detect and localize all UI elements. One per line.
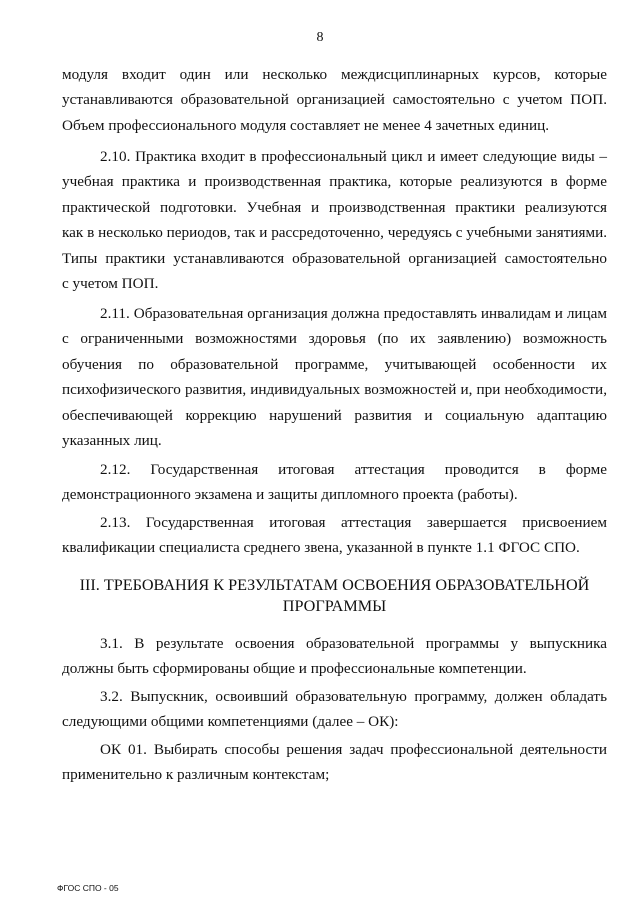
- text-line: 2.12. Государственная итоговая аттестация проводится в форме: [100, 461, 607, 478]
- text-line: 3.1. В результате освоения образовательной программы у выпускника: [100, 635, 607, 652]
- text-line: обучения по образовательной программе, учитывающей особенности их: [62, 355, 607, 373]
- text-line: демонстрационного экзамена и защиты дипломного проекта (работы).: [62, 486, 518, 504]
- text-line: следующими общими компетенциями (далее – ОК):: [62, 713, 399, 731]
- paragraph-2-11: [62, 301, 607, 453]
- text-line: Типы практики устанавливаются образовательной организацией самостоятельно: [62, 249, 607, 267]
- paragraph-2-13: [62, 510, 607, 561]
- text-line: устанавливаются образовательной организацией самостоятельно с учетом ПОП.: [62, 91, 607, 109]
- paragraph-3-2: [62, 684, 607, 735]
- text-line: психофизического развития, индивидуальных возможностей и, при необходимости,: [62, 381, 607, 399]
- section-heading: [62, 575, 607, 617]
- page-number: 8: [316, 30, 324, 45]
- text-line: практической подготовки. Учебная и производственная практики реализуются: [62, 198, 607, 216]
- text-line: Объем профессионального модуля составляет не менее 4 зачетных единиц.: [62, 116, 550, 134]
- competency-ok-01: [62, 737, 607, 788]
- paragraph-2-10: [62, 144, 607, 296]
- text-line: 3.2. Выпускник, освоивший образовательную программу, должен обладать: [100, 688, 607, 705]
- text-line: учебная практика и производственная практика, которые реализуются в форме: [62, 173, 607, 191]
- text-line: обеспечивающей коррекцию нарушений развития и социальную адаптацию: [62, 406, 607, 424]
- text-line: ОК 01. Выбирать способы решения задач профессиональной деятельности: [100, 741, 607, 758]
- section-heading-line-1: III. ТРЕБОВАНИЯ К РЕЗУЛЬТАТАМ ОСВОЕНИЯ ОБРАЗОВАТЕЛЬНОЙ: [79, 576, 590, 594]
- text-line: с ограниченными возможностями здоровья (по их заявлению) возможность: [62, 330, 607, 348]
- section-heading-line-2: ПРОГРАММЫ: [282, 597, 387, 615]
- text-line: с учетом ПОП.: [62, 275, 159, 293]
- footer-label: ФГОС СПО - 05: [57, 883, 119, 893]
- text-line: 2.11. Образовательная организация должна предоставлять инвалидам и лицам: [100, 305, 607, 322]
- text-line: как в несколько периодов, так и рассредоточенно, чередуясь с учебными занятиями.: [62, 224, 607, 242]
- text-line: 2.13. Государственная итоговая аттестация завершается присвоением: [100, 514, 607, 531]
- text-line: указанных лиц.: [62, 432, 162, 450]
- text-line: должны быть сформированы общие и профессиональные компетенции.: [62, 660, 527, 678]
- paragraph-2-12: [62, 457, 607, 508]
- paragraph-module-continuation: [62, 62, 607, 138]
- text-line: применительно к различным контекстам;: [62, 766, 330, 784]
- text-line: модуля входит один или несколько междисциплинарных курсов, которые: [62, 66, 607, 83]
- paragraph-3-1: [62, 631, 607, 682]
- text-line: квалификации специалиста среднего звена, указанной в пункте 1.1 ФГОС СПО.: [62, 539, 580, 557]
- text-line: 2.10. Практика входит в профессиональный цикл и имеет следующие виды –: [100, 148, 607, 165]
